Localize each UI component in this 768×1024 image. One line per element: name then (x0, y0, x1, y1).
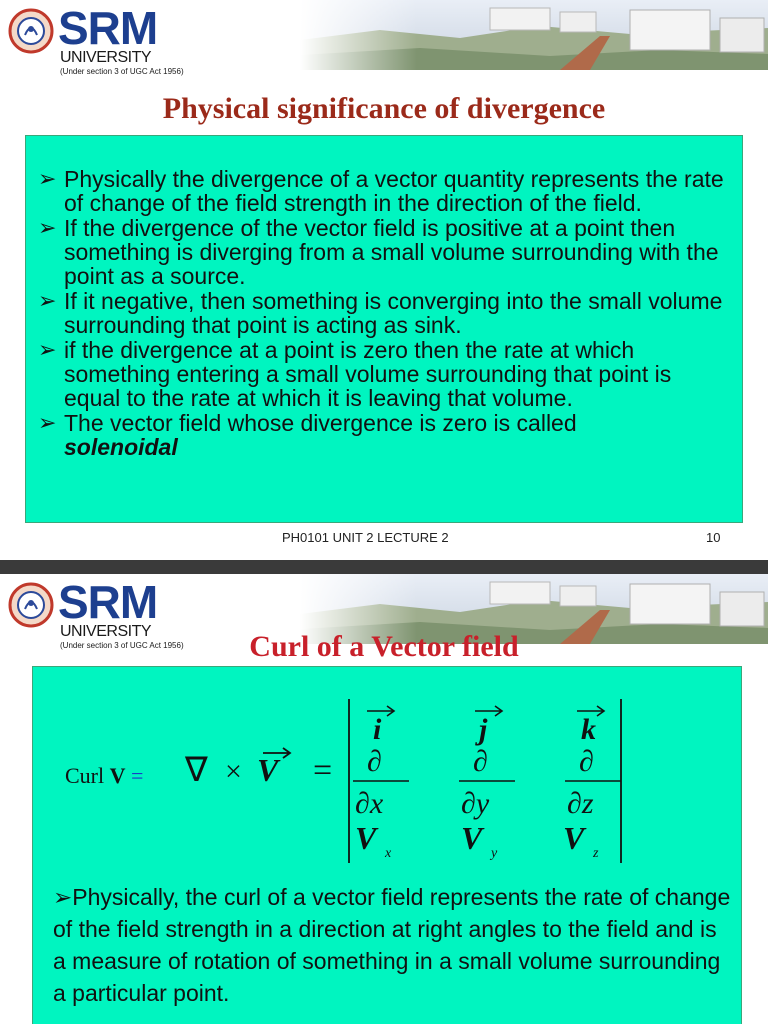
partial-symbol: ∂ (473, 745, 488, 778)
page-number: 10 (706, 530, 721, 545)
curl-determinant-formula (33, 667, 743, 867)
vector-symbol: V (109, 763, 126, 788)
arrow-bullet-icon: ➢ (38, 166, 57, 191)
slide-title: Curl of a Vector field (249, 630, 519, 663)
subscript-x: x (385, 846, 392, 861)
bullet-text: If the divergence of the vector field is positive at a point then something is diverging from a small volume surrounding with the point as a source. (64, 215, 719, 289)
university-seal-icon (8, 582, 54, 628)
bullet-text: If it negative, then something is converging into the small volume surrounding that point is acting as sink. (64, 288, 723, 338)
brand-note: (Under section 3 of UGC Act 1956) (60, 641, 184, 650)
brand-subtitle: UNIVERSITY (60, 49, 152, 66)
unit-vector-j: j (479, 713, 488, 746)
equals-symbol: = (313, 752, 333, 789)
paragraph-text: Physically, the curl of a vector field represents the rate of change of the field strength in a direction at right angles to the field and is a measure of rotation of something in a small volume surrounding a particular point. (53, 884, 731, 1006)
subscript-y: y (491, 846, 498, 861)
unit-vector-i: i (373, 713, 382, 746)
bullet-text: Physically the divergence of a vector quantity represents the rate of change of the field strength in the direction of the field. (64, 166, 724, 216)
component-vy: V (461, 820, 483, 856)
nabla-symbol: ∇ (185, 752, 208, 789)
slide-title: Physical significance of divergence (162, 92, 606, 125)
partial-z: ∂z (567, 787, 594, 820)
bullet-text: if the divergence at a point is zero then the rate at which something entering a small volume surrounding that point is equal to the rate at which it is leaving that volume. (64, 337, 672, 411)
curl-explanation (53, 881, 733, 1009)
component-vz: V (563, 820, 585, 856)
solenoidal-term: solenoidal (64, 434, 178, 460)
arrow-bullet-icon: ➢ (38, 410, 57, 435)
list-item (38, 167, 728, 215)
slide-separator (0, 560, 768, 574)
partial-symbol: ∂ (367, 745, 382, 778)
brand-subtitle: UNIVERSITY (60, 623, 152, 640)
partial-y: ∂y (461, 787, 490, 820)
unit-vector-k: k (581, 713, 596, 746)
arrow-bullet-icon: ➢ (38, 215, 57, 240)
list-item (38, 289, 728, 337)
campus-banner-image (300, 0, 768, 70)
srm-logo (6, 2, 184, 84)
cross-symbol: × (225, 755, 242, 788)
slide-curl-of-vector-field (0, 574, 768, 1024)
arrow-bullet-icon: ➢ (53, 884, 73, 910)
vector-v: V (257, 752, 279, 788)
brand-name: SRM (58, 576, 158, 628)
content-box (25, 135, 743, 523)
university-seal-icon (8, 8, 54, 54)
arrow-bullet-icon: ➢ (38, 337, 57, 362)
bullet-list (38, 167, 728, 460)
partial-symbol: ∂ (579, 745, 594, 778)
brand-note: (Under section 3 of UGC Act 1956) (60, 67, 184, 76)
footer-lecture-code: PH0101 UNIT 2 LECTURE 2 (282, 530, 449, 545)
curl-label-text: Curl (65, 763, 110, 788)
list-item (38, 216, 728, 288)
list-item (38, 338, 728, 410)
component-vx: V (355, 820, 377, 856)
bullet-text: The vector field whose divergence is zero is called (64, 410, 577, 436)
content-box (32, 666, 742, 1024)
brand-name: SRM (58, 2, 158, 54)
arrow-bullet-icon: ➢ (38, 288, 57, 313)
subscript-z: z (593, 846, 599, 861)
partial-x: ∂x (355, 787, 384, 820)
list-item (38, 411, 728, 459)
equals-sign: = (125, 763, 144, 788)
